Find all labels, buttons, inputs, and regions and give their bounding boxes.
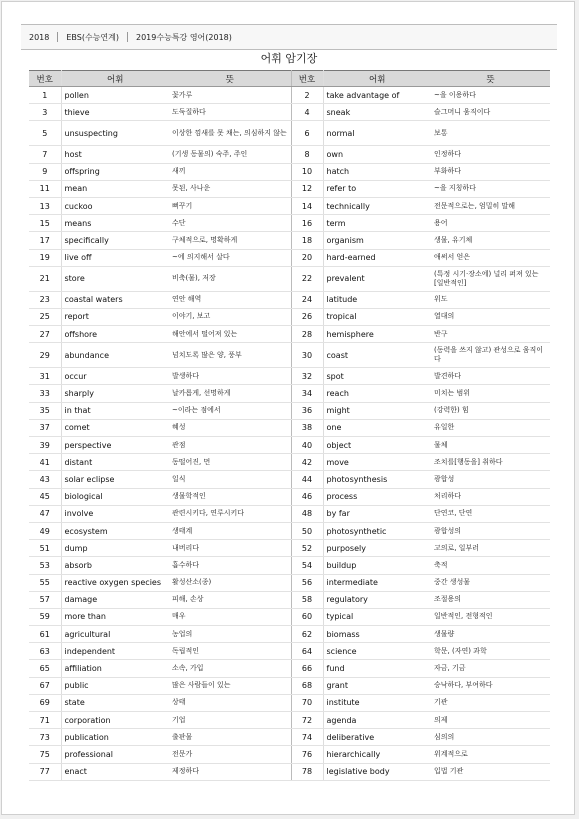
vocab-word: comet <box>61 419 169 436</box>
vocab-meaning: 많은 사람들이 있는 <box>169 677 291 694</box>
vocab-word: normal <box>323 121 431 146</box>
table-row <box>29 146 550 163</box>
vocab-meaning: 광합성 <box>431 471 550 488</box>
entry-number: 74 <box>291 729 323 746</box>
vocab-meaning: 새끼 <box>169 163 291 180</box>
vocab-word: affiliation <box>61 660 169 677</box>
vocab-meaning: 소속, 가입 <box>169 660 291 677</box>
vocab-meaning: 위계적으로 <box>431 746 550 763</box>
entry-number: 24 <box>291 291 323 308</box>
entry-number: 39 <box>29 437 61 454</box>
vocab-word: unsuspecting <box>61 121 169 146</box>
vocab-word: enact <box>61 763 169 780</box>
vocab-meaning: 보통 <box>431 121 550 146</box>
table-row <box>29 308 550 325</box>
vocab-meaning: 단연코, 단연 <box>431 505 550 522</box>
table-row <box>29 104 550 121</box>
vocab-meaning: 출판물 <box>169 729 291 746</box>
vocab-meaning: 인정하다 <box>431 146 550 163</box>
vocab-word: hard-earned <box>323 249 431 266</box>
entry-number: 71 <box>29 712 61 729</box>
vocab-meaning: 애써서 얻은 <box>431 249 550 266</box>
vocab-word: technically <box>323 197 431 214</box>
vocab-meaning: 혜성 <box>169 419 291 436</box>
vocab-word: purposely <box>323 540 431 557</box>
vocab-word: pollen <box>61 87 169 104</box>
vocab-meaning: 입법 기관 <box>431 763 550 780</box>
entry-number: 7 <box>29 146 61 163</box>
vocab-word: move <box>323 454 431 471</box>
table-row <box>29 746 550 763</box>
entry-number: 12 <box>291 180 323 197</box>
vocab-word: hemisphere <box>323 326 431 343</box>
table-row <box>29 437 550 454</box>
entry-number: 76 <box>291 746 323 763</box>
entry-number: 38 <box>291 419 323 436</box>
entry-number: 63 <box>29 643 61 660</box>
vocab-meaning: (강력한) 힘 <box>431 402 550 419</box>
vocab-word: take advantage of <box>323 87 431 104</box>
vocab-word: independent <box>61 643 169 660</box>
entry-number: 10 <box>291 163 323 180</box>
entry-number: 51 <box>29 540 61 557</box>
entry-number: 53 <box>29 557 61 574</box>
table-row <box>29 574 550 591</box>
vocab-meaning: 기관 <box>431 694 550 711</box>
table-row <box>29 557 550 574</box>
table-row <box>29 385 550 402</box>
vocab-word: fund <box>323 660 431 677</box>
vocab-meaning: 꽃가루 <box>169 87 291 104</box>
vocab-meaning: 발견하다 <box>431 368 550 385</box>
table-row <box>29 266 550 291</box>
vocab-meaning: ~이라는 점에서 <box>169 402 291 419</box>
entry-number: 41 <box>29 454 61 471</box>
entry-number: 8 <box>291 146 323 163</box>
entry-number: 34 <box>291 385 323 402</box>
table-row <box>29 505 550 522</box>
entry-number: 65 <box>29 660 61 677</box>
table-row <box>29 419 550 436</box>
column-header-word: 어휘 <box>61 71 169 87</box>
table-row <box>29 215 550 232</box>
entry-number: 60 <box>291 608 323 625</box>
vocab-meaning: 전문가 <box>169 746 291 763</box>
vocab-meaning: 축적 <box>431 557 550 574</box>
entry-number: 33 <box>29 385 61 402</box>
table-row <box>29 402 550 419</box>
column-header-number: 번호 <box>291 71 323 87</box>
entry-number: 37 <box>29 419 61 436</box>
entry-number: 16 <box>291 215 323 232</box>
table-row <box>29 677 550 694</box>
vocab-word: offspring <box>61 163 169 180</box>
vocab-word: involve <box>61 505 169 522</box>
vocab-word: one <box>323 419 431 436</box>
entry-number: 67 <box>29 677 61 694</box>
table-row <box>29 522 550 539</box>
vocab-word: perspective <box>61 437 169 454</box>
entry-number: 32 <box>291 368 323 385</box>
vocab-meaning: ~을 이용하다 <box>431 87 550 104</box>
entry-number: 40 <box>291 437 323 454</box>
vocab-word: sharply <box>61 385 169 402</box>
entry-number: 30 <box>291 343 323 368</box>
vocab-word: report <box>61 308 169 325</box>
table-row <box>29 343 550 368</box>
table-row <box>29 326 550 343</box>
entry-number: 6 <box>291 121 323 146</box>
table-row <box>29 540 550 557</box>
vocab-meaning: 조절용의 <box>431 591 550 608</box>
entry-number: 55 <box>29 574 61 591</box>
vocab-word: object <box>323 437 431 454</box>
vocab-word: biological <box>61 488 169 505</box>
vocab-meaning: 일반적인, 전형적인 <box>431 608 550 625</box>
entry-number: 54 <box>291 557 323 574</box>
vocab-word: own <box>323 146 431 163</box>
vocab-meaning: 심의의 <box>431 729 550 746</box>
vocab-word: organism <box>323 232 431 249</box>
vocab-meaning: 중간 생성물 <box>431 574 550 591</box>
vocab-word: biomass <box>323 626 431 643</box>
vocab-word: spot <box>323 368 431 385</box>
entry-number: 26 <box>291 308 323 325</box>
table-row <box>29 87 550 104</box>
table-row <box>29 763 550 780</box>
vocab-word: state <box>61 694 169 711</box>
table-row <box>29 368 550 385</box>
table-row <box>29 471 550 488</box>
vocab-word: science <box>323 643 431 660</box>
vocab-word: legislative body <box>323 763 431 780</box>
vocab-meaning: (특정 시기·장소에) 널리 퍼져 있는[일반적인] <box>431 266 550 291</box>
vocab-meaning: 고의로, 일부러 <box>431 540 550 557</box>
vocab-word: abundance <box>61 343 169 368</box>
page-title: 어휘 암기장 <box>260 52 318 65</box>
vocab-word: reach <box>323 385 431 402</box>
vocab-word: term <box>323 215 431 232</box>
vocab-meaning: 생물, 유기체 <box>431 232 550 249</box>
table-row <box>29 712 550 729</box>
entry-number: 72 <box>291 712 323 729</box>
document-header <box>21 24 557 50</box>
vocab-meaning: 기업 <box>169 712 291 729</box>
entry-number: 17 <box>29 232 61 249</box>
table-row <box>29 694 550 711</box>
vocab-word: agenda <box>323 712 431 729</box>
vocab-meaning: 독립적인 <box>169 643 291 660</box>
entry-number: 44 <box>291 471 323 488</box>
table-row <box>29 660 550 677</box>
vocab-meaning: 연안 해역 <box>169 291 291 308</box>
entry-number: 1 <box>29 87 61 104</box>
vocab-meaning: 못된, 사나운 <box>169 180 291 197</box>
vocab-meaning: 관련시키다, 연루시키다 <box>169 505 291 522</box>
entry-number: 22 <box>291 266 323 291</box>
entry-number: 73 <box>29 729 61 746</box>
table-row <box>29 729 550 746</box>
table-row <box>29 197 550 214</box>
vocab-word: occur <box>61 368 169 385</box>
vocab-meaning: 자금, 기금 <box>431 660 550 677</box>
vocab-word: buildup <box>323 557 431 574</box>
vocab-word: might <box>323 402 431 419</box>
vocab-word: distant <box>61 454 169 471</box>
vocab-word: sneak <box>323 104 431 121</box>
vocab-meaning: 유일한 <box>431 419 550 436</box>
entry-number: 59 <box>29 608 61 625</box>
table-row <box>29 232 550 249</box>
vocab-word: corporation <box>61 712 169 729</box>
vocab-word: store <box>61 266 169 291</box>
vocab-meaning: 슬그머니 움직이다 <box>431 104 550 121</box>
vocab-word: refer to <box>323 180 431 197</box>
entry-number: 3 <box>29 104 61 121</box>
vocab-meaning: 이야기, 보고 <box>169 308 291 325</box>
vocab-word: prevalent <box>323 266 431 291</box>
entry-number: 36 <box>291 402 323 419</box>
vocab-meaning: 날카롭게, 선명하게 <box>169 385 291 402</box>
vocab-meaning: 매우 <box>169 608 291 625</box>
vocab-word: solar eclipse <box>61 471 169 488</box>
entry-number: 69 <box>29 694 61 711</box>
entry-number: 66 <box>291 660 323 677</box>
vocab-word: cuckoo <box>61 197 169 214</box>
entry-number: 15 <box>29 215 61 232</box>
vocab-meaning: 구체적으로, 명확하게 <box>169 232 291 249</box>
vocab-word: coast <box>323 343 431 368</box>
vocab-word: typical <box>323 608 431 625</box>
entry-number: 42 <box>291 454 323 471</box>
vocab-meaning: 조치를[행동을] 취하다 <box>431 454 550 471</box>
table-row <box>29 180 550 197</box>
entry-number: 9 <box>29 163 61 180</box>
vocab-meaning: 발생하다 <box>169 368 291 385</box>
table-row <box>29 488 550 505</box>
vocab-meaning: 농업의 <box>169 626 291 643</box>
entry-number: 50 <box>291 522 323 539</box>
vocab-meaning: 뻐꾸기 <box>169 197 291 214</box>
entry-number: 14 <box>291 197 323 214</box>
vocab-meaning: 제정하다 <box>169 763 291 780</box>
table-header-row <box>29 71 550 87</box>
vocab-word: coastal waters <box>61 291 169 308</box>
vocab-meaning: ~을 지칭하다 <box>431 180 550 197</box>
vocab-meaning: (동력을 쓰지 않고) 관성으로 움직이다 <box>431 343 550 368</box>
table-row <box>29 249 550 266</box>
vocab-word: institute <box>323 694 431 711</box>
entry-number: 57 <box>29 591 61 608</box>
entry-number: 25 <box>29 308 61 325</box>
vocab-meaning: (기생 동물의) 숙주, 주인 <box>169 146 291 163</box>
entry-number: 58 <box>291 591 323 608</box>
vocab-word: means <box>61 215 169 232</box>
vocab-meaning: 상태 <box>169 694 291 711</box>
vocab-meaning: 승낙하다, 부여하다 <box>431 677 550 694</box>
vocab-word: latitude <box>323 291 431 308</box>
vocab-meaning: 처리하다 <box>431 488 550 505</box>
entry-number: 46 <box>291 488 323 505</box>
vocab-meaning: 반구 <box>431 326 550 343</box>
vocab-meaning: 생태계 <box>169 522 291 539</box>
vocab-meaning: ~에 의지해서 살다 <box>169 249 291 266</box>
vocab-word: specifically <box>61 232 169 249</box>
entry-number: 70 <box>291 694 323 711</box>
entry-number: 68 <box>291 677 323 694</box>
table-row <box>29 291 550 308</box>
vocab-meaning: 흡수하다 <box>169 557 291 574</box>
vocab-meaning: 관점 <box>169 437 291 454</box>
vocab-meaning: 물체 <box>431 437 550 454</box>
vocabulary-table-body <box>29 87 550 781</box>
entry-number: 78 <box>291 763 323 780</box>
vocab-meaning: 미치는 범위 <box>431 385 550 402</box>
entry-number: 5 <box>29 121 61 146</box>
vocab-word: publication <box>61 729 169 746</box>
entry-number: 43 <box>29 471 61 488</box>
entry-number: 18 <box>291 232 323 249</box>
vocab-meaning: 내버리다 <box>169 540 291 557</box>
vocab-meaning: 피해, 손상 <box>169 591 291 608</box>
vocab-meaning: 생물량 <box>431 626 550 643</box>
header-source: EBS(수능연계) <box>66 32 119 42</box>
vocab-word: thieve <box>61 104 169 121</box>
entry-number: 45 <box>29 488 61 505</box>
vocab-word: deliberative <box>323 729 431 746</box>
column-header-word: 어휘 <box>323 71 431 87</box>
vocab-word: absorb <box>61 557 169 574</box>
entry-number: 75 <box>29 746 61 763</box>
entry-number: 20 <box>291 249 323 266</box>
table-row <box>29 591 550 608</box>
table-row <box>29 643 550 660</box>
vocab-meaning: 위도 <box>431 291 550 308</box>
vocab-word: reactive oxygen species <box>61 574 169 591</box>
entry-number: 2 <box>291 87 323 104</box>
vocabulary-table <box>29 70 550 781</box>
entry-number: 56 <box>291 574 323 591</box>
vocab-word: professional <box>61 746 169 763</box>
vocab-word: regulatory <box>323 591 431 608</box>
entry-number: 62 <box>291 626 323 643</box>
column-header-meaning: 뜻 <box>431 71 550 87</box>
vocab-meaning: 열대의 <box>431 308 550 325</box>
table-row <box>29 163 550 180</box>
vocab-word: in that <box>61 402 169 419</box>
entry-number: 47 <box>29 505 61 522</box>
vocab-meaning: 활성산소(종) <box>169 574 291 591</box>
vocab-meaning: 의제 <box>431 712 550 729</box>
vocab-word: agricultural <box>61 626 169 643</box>
vocab-word: host <box>61 146 169 163</box>
entry-number: 11 <box>29 180 61 197</box>
entry-number: 23 <box>29 291 61 308</box>
vocab-word: public <box>61 677 169 694</box>
entry-number: 27 <box>29 326 61 343</box>
entry-number: 31 <box>29 368 61 385</box>
entry-number: 64 <box>291 643 323 660</box>
entry-number: 52 <box>291 540 323 557</box>
vocab-meaning: 넘치도록 많은 양, 풍부 <box>169 343 291 368</box>
vocab-word: mean <box>61 180 169 197</box>
document-page <box>1 1 575 815</box>
vocab-word: process <box>323 488 431 505</box>
column-header-number: 번호 <box>29 71 61 87</box>
table-row <box>29 121 550 146</box>
vocab-meaning: 전문적으로는, 엄밀히 말해 <box>431 197 550 214</box>
entry-number: 19 <box>29 249 61 266</box>
vocab-word: ecosystem <box>61 522 169 539</box>
entry-number: 77 <box>29 763 61 780</box>
vocab-word: hatch <box>323 163 431 180</box>
vocab-meaning: 수단 <box>169 215 291 232</box>
vocab-meaning: 이상한 낌새를 못 채는, 의심하지 않는 <box>169 121 291 146</box>
entry-number: 35 <box>29 402 61 419</box>
vocab-meaning: 비축(물), 저장 <box>169 266 291 291</box>
vocab-word: intermediate <box>323 574 431 591</box>
vocab-word: hierarchically <box>323 746 431 763</box>
vocab-word: photosynthetic <box>323 522 431 539</box>
vocab-meaning: 도둑질하다 <box>169 104 291 121</box>
entry-number: 28 <box>291 326 323 343</box>
entry-number: 49 <box>29 522 61 539</box>
entry-number: 48 <box>291 505 323 522</box>
vocab-meaning: 광합성의 <box>431 522 550 539</box>
table-row <box>29 608 550 625</box>
header-book: 2019수능특강 영어(2018) <box>136 32 232 42</box>
vocab-word: more than <box>61 608 169 625</box>
vocab-word: live off <box>61 249 169 266</box>
entry-number: 4 <box>291 104 323 121</box>
vocab-meaning: 학문, (자연) 과학 <box>431 643 550 660</box>
vocab-meaning: 용어 <box>431 215 550 232</box>
vocab-word: grant <box>323 677 431 694</box>
column-header-meaning: 뜻 <box>169 71 291 87</box>
vocab-word: by far <box>323 505 431 522</box>
entry-number: 21 <box>29 266 61 291</box>
entry-number: 29 <box>29 343 61 368</box>
vocab-meaning: 생물학적인 <box>169 488 291 505</box>
vocab-meaning: 해안에서 떨어져 있는 <box>169 326 291 343</box>
vocab-word: offshore <box>61 326 169 343</box>
table-row <box>29 626 550 643</box>
entry-number: 13 <box>29 197 61 214</box>
vocab-meaning: 일식 <box>169 471 291 488</box>
vocab-meaning: 동떨어진, 먼 <box>169 454 291 471</box>
vocab-word: photosynthesis <box>323 471 431 488</box>
vocab-word: damage <box>61 591 169 608</box>
vocab-meaning: 부화하다 <box>431 163 550 180</box>
header-year: 2018 <box>29 32 50 42</box>
entry-number: 61 <box>29 626 61 643</box>
vocab-word: dump <box>61 540 169 557</box>
table-row <box>29 454 550 471</box>
vocab-word: tropical <box>323 308 431 325</box>
